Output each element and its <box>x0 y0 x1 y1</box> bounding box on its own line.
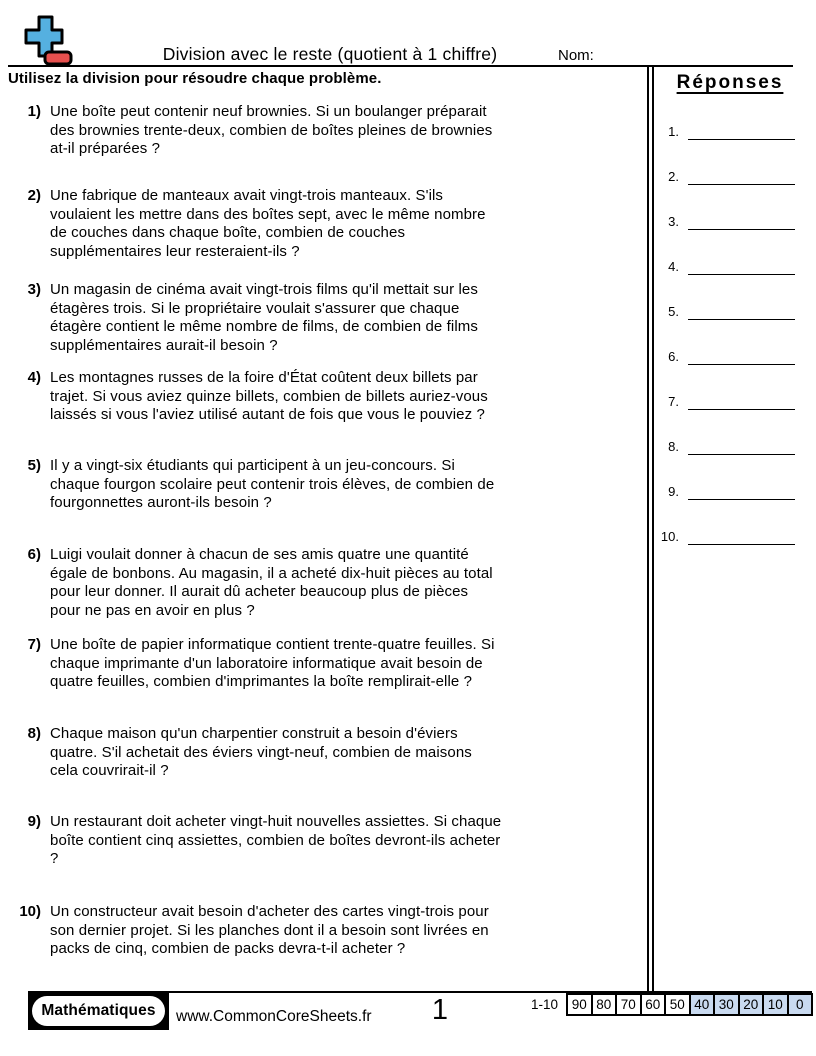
answer-blank-line <box>688 347 795 365</box>
answer-blank-line <box>688 527 795 545</box>
answer-blank-line <box>688 437 795 455</box>
problem-number: 1) <box>27 103 41 120</box>
score-cell: 80 <box>591 993 618 1016</box>
answer-row-4 <box>655 255 795 275</box>
answer-number: 3. <box>668 214 679 229</box>
problem-4 <box>0 369 502 425</box>
answer-number: 1. <box>668 124 679 139</box>
score-cell: 0 <box>787 993 814 1016</box>
score-range-label: 1-10 <box>531 997 559 1012</box>
answer-row-9 <box>655 480 795 500</box>
page-title: Division avec le reste (quotient à 1 chiffre) <box>162 44 498 64</box>
problem-text: Chaque maison qu'un charpentier construit a besoin d'éviers quatre. S'il achetait des éviers vingt-neuf, combien de maisons cela couvrirait-il ? <box>50 725 472 779</box>
answer-blank-line <box>688 257 795 275</box>
answer-number: 10. <box>660 529 679 544</box>
instruction-text: Utilisez la division pour résoudre chaque problème. <box>8 70 382 87</box>
page-number: 1 <box>431 994 449 1026</box>
answer-number: 5. <box>668 304 679 319</box>
answer-blank-line <box>688 482 795 500</box>
score-cell: 20 <box>738 993 765 1016</box>
problem-number: 9) <box>27 813 41 830</box>
answer-number: 7. <box>668 394 679 409</box>
answer-row-1 <box>655 120 795 140</box>
problem-text: Un restaurant doit acheter vingt-huit nouvelles assiettes. Si chaque boîte contient cinq assiettes, combien de boîtes devront-ils acheter ? <box>50 813 502 867</box>
answer-blank-line <box>688 167 795 185</box>
problem-text: Les montagnes russes de la foire d'État coûtent deux billets par trajet. Si vous aviez quinze billets, combien de billets auriez-vous laissés si vous l'aviez utilisé autant de fois que vous le pouviez ? <box>50 369 488 423</box>
problem-7 <box>0 636 502 692</box>
answer-number: 9. <box>668 484 679 499</box>
problem-number: 3) <box>27 281 41 298</box>
answer-row-2 <box>655 165 795 185</box>
problem-text: Une boîte de papier informatique contient trente-quatre feuilles. Si chaque imprimante d'un laboratoire informatique avait besoin de quatre feuilles, combien d'imprimantes la boîte remplirait-elle ? <box>50 636 495 690</box>
answer-number: 6. <box>668 349 679 364</box>
problem-1 <box>0 103 502 159</box>
problem-9 <box>0 813 502 869</box>
score-cell: 40 <box>689 993 716 1016</box>
answer-row-6 <box>655 345 795 365</box>
answer-blank-line <box>688 392 795 410</box>
problem-number: 7) <box>27 636 41 653</box>
problem-number: 8) <box>27 725 41 742</box>
problem-8 <box>0 725 502 781</box>
problem-number: 4) <box>27 369 41 386</box>
column-divider <box>647 66 654 993</box>
problem-text: Un constructeur avait besoin d'acheter des cartes vingt-trois pour son dernier projet. Si les planches dont il a besoin sont livrées en packs de cinq, combien de packs devra-t-il acheter ? <box>50 903 489 957</box>
subject-badge <box>28 992 169 1030</box>
answer-row-5 <box>655 300 795 320</box>
problem-text: Une fabrique de manteaux avait vingt-trois manteaux. S'ils voulaient les mettre dans des boîtes sept, avec le même nombre de couches dans chaque boîte, combien de couches supplémentaires leur resteraient-ils ? <box>50 187 486 260</box>
answer-blank-line <box>688 212 795 230</box>
problem-text: Une boîte peut contenir neuf brownies. Si un boulanger préparait des brownies trente-deux, combien de boîtes pleines de brownies at-il préparées ? <box>50 103 493 157</box>
score-cell: 60 <box>640 993 667 1016</box>
name-label: Nom: <box>558 47 594 64</box>
problem-3 <box>0 281 502 355</box>
problem-number: 10) <box>19 903 41 920</box>
problem-number: 2) <box>27 187 41 204</box>
website-url: www.CommonCoreSheets.fr <box>176 1008 372 1025</box>
answers-column <box>655 66 816 993</box>
score-cell: 50 <box>664 993 691 1016</box>
problem-text: Il y a vingt-six étudiants qui participent à un jeu-concours. Si chaque fourgon scolaire peut contenir trois élèves, de combien de fourgonnettes auront-ils besoin ? <box>50 457 495 511</box>
answer-number: 2. <box>668 169 679 184</box>
problem-number: 6) <box>27 546 41 563</box>
answer-row-3 <box>655 210 795 230</box>
score-cell: 10 <box>762 993 789 1016</box>
problem-6 <box>0 546 502 620</box>
problem-text: Luigi voulait donner à chacun de ses amis quatre une quantité égale de bonbons. Au magasin, il a acheté dix-huit pièces au total pour leur donner. Il aurait dû acheter beaucoup plus de pièces pour ne pas en avoir en plus ? <box>50 546 493 619</box>
score-cell: 90 <box>566 993 593 1016</box>
problem-number: 5) <box>27 457 41 474</box>
problem-2 <box>0 187 502 261</box>
score-cell: 30 <box>713 993 740 1016</box>
answer-row-10 <box>655 525 795 545</box>
score-cell: 70 <box>615 993 642 1016</box>
answers-title: Réponses <box>676 72 784 93</box>
problem-5 <box>0 457 502 513</box>
problem-10 <box>0 903 502 959</box>
answer-blank-line <box>688 122 795 140</box>
answer-number: 4. <box>668 259 679 274</box>
subject-badge-label: Mathématiques <box>32 996 165 1026</box>
problem-text: Un magasin de cinéma avait vingt-trois films qu'il mettait sur les étagères trois. Si le propriétaire voulait s'assurer que chaque étagère contient le même nombre de films, de combien de films supplémentaires aurait-il besoin ? <box>50 281 478 354</box>
answer-number: 8. <box>668 439 679 454</box>
answer-row-8 <box>655 435 795 455</box>
score-table <box>566 993 813 1016</box>
answer-blank-line <box>688 302 795 320</box>
answer-row-7 <box>655 390 795 410</box>
